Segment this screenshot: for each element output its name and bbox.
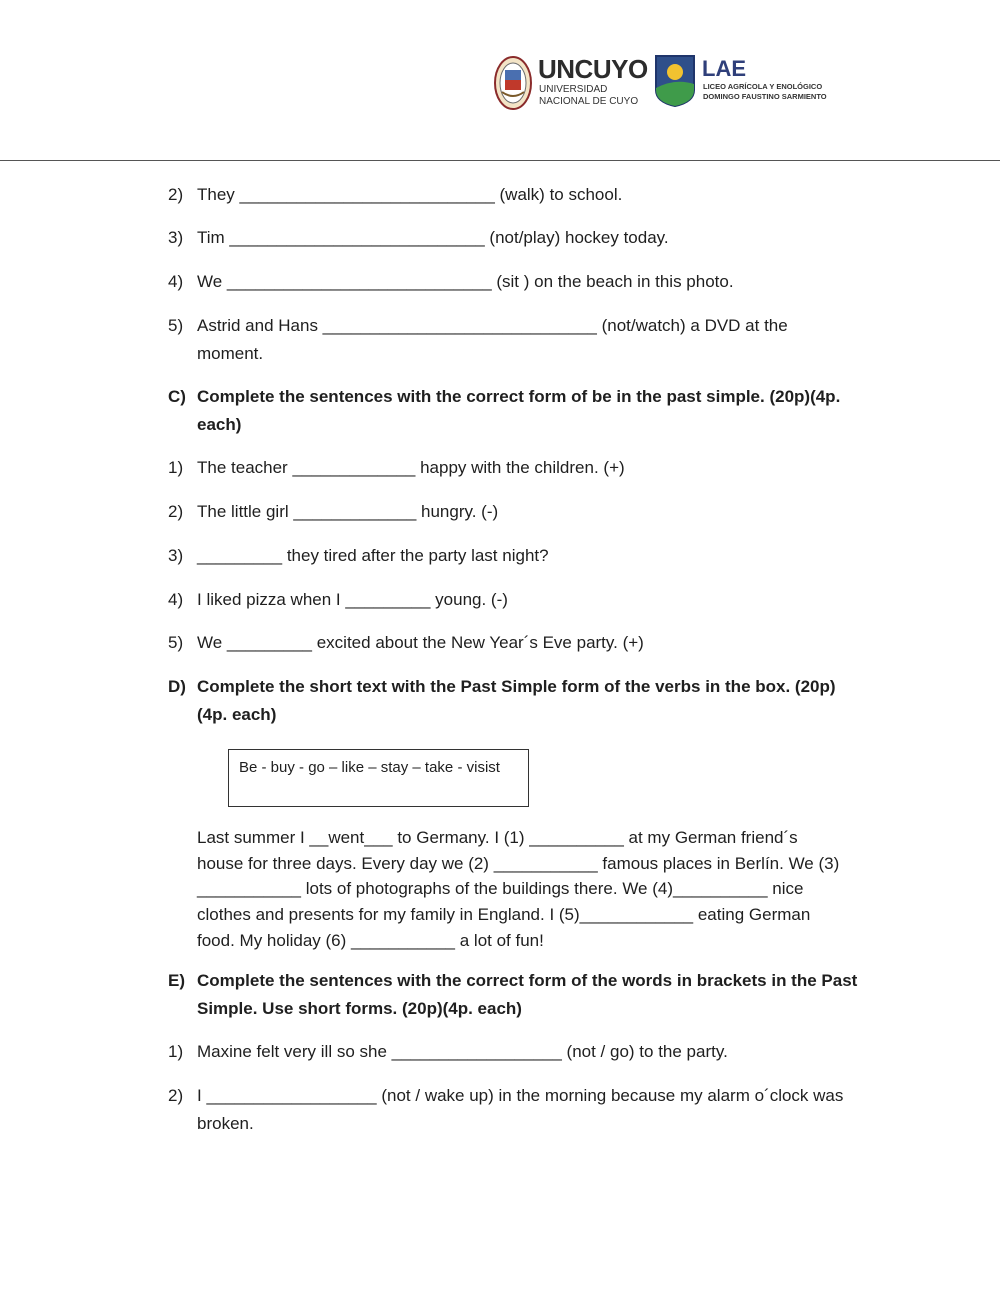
exercise-item	[168, 181, 858, 209]
item-text: We ____________________________ (sit ) on the beach in this photo.	[197, 272, 734, 291]
item-number: 2)	[168, 502, 184, 521]
uncuyo-subtitle	[539, 84, 638, 108]
exercise-item	[168, 312, 858, 368]
item-text: Maxine felt very ill so she __________________ (not / go) to the party.	[197, 1042, 728, 1061]
item-number: 1)	[168, 458, 184, 477]
verb-word-box: Be - buy - go – like – stay – take - visist	[228, 749, 529, 807]
lae-logo	[654, 54, 827, 110]
exercise-item	[168, 224, 858, 252]
section-label: D)	[168, 677, 186, 696]
exercise-item	[168, 268, 858, 296]
item-text: The teacher _____________ happy with the children. (+)	[197, 458, 625, 477]
exercise-item	[168, 542, 858, 570]
lae-subtitle-line2: DOMINGO FAUSTINO SARMIENTO	[703, 92, 827, 101]
item-number: 1)	[168, 1042, 184, 1061]
header-divider	[0, 160, 1000, 161]
uncuyo-title: UNCUYO	[538, 54, 648, 84]
section-e-heading	[168, 967, 858, 1023]
item-number: 2)	[168, 1086, 184, 1105]
uncuyo-subtitle-line1: UNIVERSIDAD	[539, 84, 608, 95]
item-number: 4)	[168, 272, 184, 291]
item-text: We _________ excited about the New Year´s Eve party. (+)	[197, 633, 644, 652]
page-header	[0, 0, 1000, 162]
item-number: 4)	[168, 590, 184, 609]
school-shield-icon	[654, 54, 696, 108]
cloze-paragraph: Last summer I __went___ to Germany. I (1) __________ at my German friend´s house for three days. Every day we (2) ___________ famous places in Berlín. We (3) ___________ lots of photographs of the buildings there. We (4)__________ nice clothes and presents for my family in England. I (5)____________ eating German food. My holiday (6) ___________ a lot of fun!	[197, 828, 840, 950]
section-d-heading	[168, 673, 858, 729]
section-title: Complete the short text with the Past Simple form of the verbs in the box. (20p)(4p. each)	[197, 677, 836, 724]
exercise-item	[168, 586, 858, 614]
exercise-item	[168, 629, 858, 657]
section-title: Complete the sentences with the correct form of be in the past simple. (20p)(4p. each)	[197, 387, 841, 434]
item-text: _________ they tired after the party last night?	[197, 546, 549, 565]
exercise-item	[168, 1082, 858, 1138]
section-label: C)	[168, 387, 186, 406]
item-number: 3)	[168, 546, 184, 565]
item-number: 2)	[168, 185, 184, 204]
uncuyo-subtitle-line2: NACIONAL DE CUYO	[539, 96, 639, 107]
uncuyo-logo	[494, 54, 648, 112]
lae-title: LAE	[702, 56, 746, 81]
lae-subtitle	[703, 82, 827, 102]
item-number: 5)	[168, 633, 184, 652]
university-seal-icon	[494, 56, 532, 110]
item-number: 3)	[168, 228, 184, 247]
item-text: The little girl _____________ hungry. (-)	[197, 502, 499, 521]
section-c-heading	[168, 383, 858, 439]
section-label: E)	[168, 971, 185, 990]
exercise-item	[168, 498, 858, 526]
item-text: They ___________________________ (walk) to school.	[197, 185, 623, 204]
item-text: Astrid and Hans _____________________________ (not/watch) a DVD at the moment.	[197, 316, 788, 363]
section-title: Complete the sentences with the correct form of the words in brackets in the Past Simple. Use short forms. (20p)(4p. each)	[197, 971, 858, 1018]
lae-subtitle-line1: LICEO AGRÍCOLA Y ENOLÓGICO	[703, 82, 823, 91]
exercise-item	[168, 1038, 858, 1066]
item-text: I liked pizza when I _________ young. (-)	[197, 590, 508, 609]
item-number: 5)	[168, 316, 184, 335]
exercise-item	[168, 454, 858, 482]
item-text: Tim ___________________________ (not/play) hockey today.	[197, 228, 669, 247]
item-text: I __________________ (not / wake up) in the morning because my alarm o´clock was broken.	[197, 1086, 844, 1133]
